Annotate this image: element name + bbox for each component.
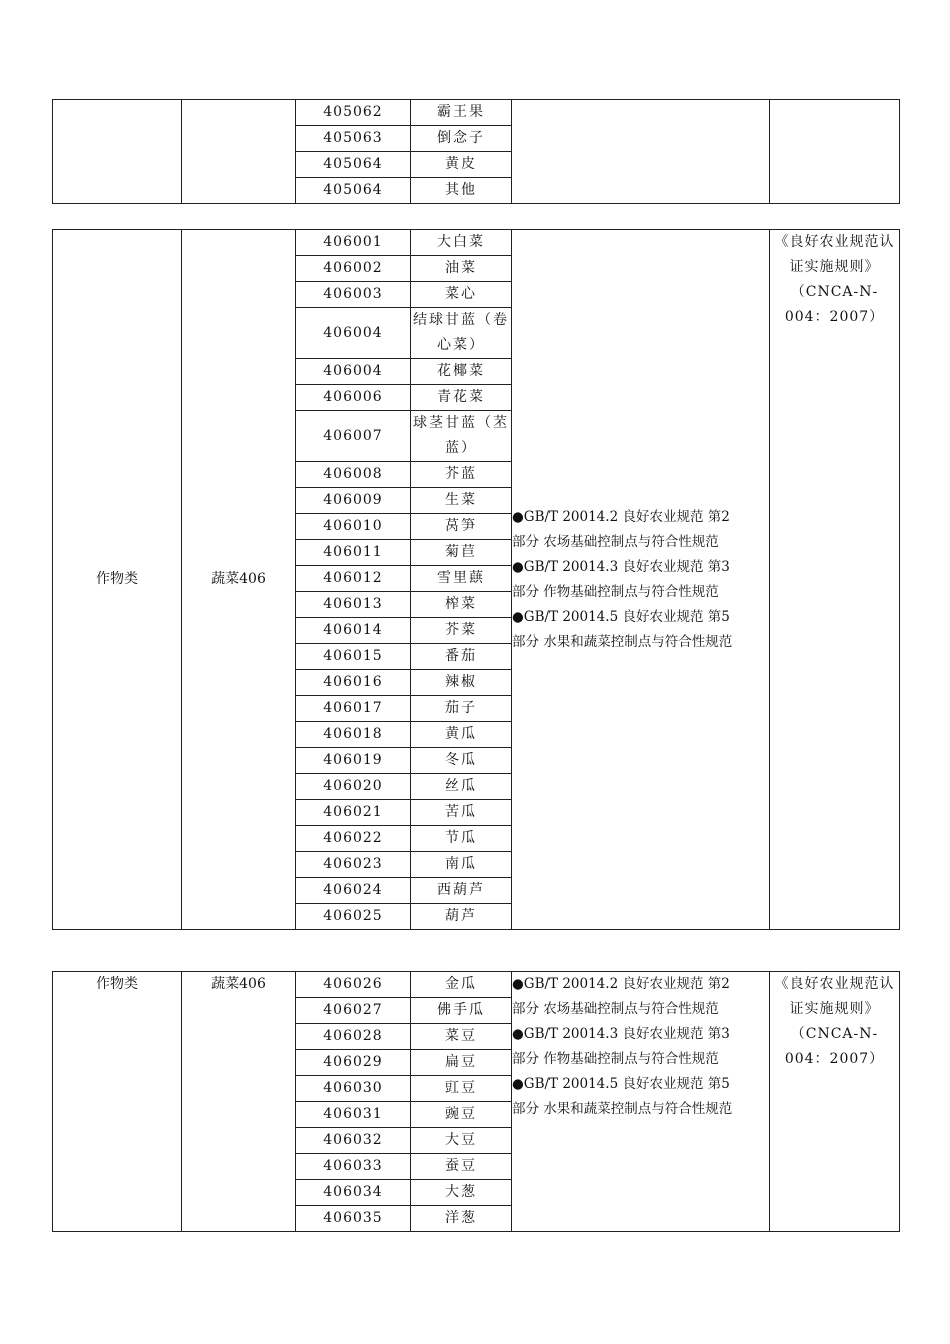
subcategory-cell: 蔬菜406 [182,972,296,1232]
subcategory-cell: 蔬菜406 [182,230,296,930]
product-code: 406034 [296,1180,411,1206]
product-code: 406015 [296,644,411,670]
product-code: 406014 [296,618,411,644]
product-code: 406006 [296,385,411,411]
standards-cell [512,972,770,1232]
standard-line: 部分 水果和蔬菜控制点与符合性规范 [512,633,733,650]
product-name: 冬瓜 [411,748,512,774]
product-name: 球茎甘蓝（苤蓝） [411,411,512,462]
product-code: 406020 [296,774,411,800]
table-fruit-continued [52,99,900,204]
product-name: 菜心 [411,282,512,308]
product-code: 406031 [296,1102,411,1128]
product-name: 南瓜 [411,852,512,878]
product-name: 菜豆 [411,1024,512,1050]
product-name: 花椰菜 [411,359,512,385]
product-code: 406022 [296,826,411,852]
standard-line: ●GB/T 20014.2 良好农业规范 第2 [512,508,730,525]
product-name: 扁豆 [411,1050,512,1076]
product-name: 榨菜 [411,592,512,618]
standard-line: ●GB/T 20014.2 良好农业规范 第2 [512,976,730,992]
certification-rule-cell [770,100,900,204]
product-code: 406030 [296,1076,411,1102]
product-code: 406012 [296,566,411,592]
table-vegetables-part2 [52,971,900,1232]
product-name: 芥菜 [411,618,512,644]
product-name: 其他 [411,178,512,204]
product-name: 佛手瓜 [411,998,512,1024]
table-row [53,972,900,998]
product-name: 豌豆 [411,1102,512,1128]
subcategory-cell [182,100,296,204]
product-name: 菊苣 [411,540,512,566]
product-code: 405064 [296,152,411,178]
product-name: 生菜 [411,488,512,514]
product-code: 406029 [296,1050,411,1076]
product-name: 豇豆 [411,1076,512,1102]
product-name: 结球甘蓝（卷心菜） [411,308,512,359]
product-name: 倒念子 [411,126,512,152]
product-code: 406021 [296,800,411,826]
product-name: 蚕豆 [411,1154,512,1180]
product-name: 大白菜 [411,230,512,256]
product-code: 406027 [296,998,411,1024]
standard-line: 部分 作物基础控制点与符合性规范 [512,583,719,600]
product-code: 406028 [296,1024,411,1050]
product-code: 405062 [296,100,411,126]
product-name: 芥蓝 [411,462,512,488]
product-code: 406024 [296,878,411,904]
category-cell: 作物类 [53,972,182,1232]
table-row [53,230,900,256]
product-code: 406033 [296,1154,411,1180]
product-code: 406016 [296,670,411,696]
product-code: 405063 [296,126,411,152]
standard-line: 部分 作物基础控制点与符合性规范 [512,1051,719,1067]
table-row [53,100,900,126]
product-name: 大豆 [411,1128,512,1154]
standard-line: 部分 农场基础控制点与符合性规范 [512,533,719,550]
standard-line: ●GB/T 20014.3 良好农业规范 第3 [512,558,730,575]
product-code: 406002 [296,256,411,282]
standards-cell [512,230,770,930]
standard-line: 部分 水果和蔬菜控制点与符合性规范 [512,1101,733,1117]
product-code: 406008 [296,462,411,488]
product-code: 406004 [296,359,411,385]
category-cell [53,100,182,204]
product-name: 黄瓜 [411,722,512,748]
product-code: 406003 [296,282,411,308]
category-cell: 作物类 [53,230,182,930]
product-code: 406032 [296,1128,411,1154]
product-code: 405064 [296,178,411,204]
product-code: 406026 [296,972,411,998]
standard-line: ●GB/T 20014.5 良好农业规范 第5 [512,1076,730,1092]
product-code: 406025 [296,904,411,930]
product-name: 雪里蕻 [411,566,512,592]
product-name: 青花菜 [411,385,512,411]
product-name: 油菜 [411,256,512,282]
standards-cell [512,100,770,204]
product-name: 番茄 [411,644,512,670]
product-name: 金瓜 [411,972,512,998]
certification-rule-cell: 《良好农业规范认证实施规则》（CNCA-N-004：2007） [770,972,900,1232]
product-code: 406010 [296,514,411,540]
product-name: 大葱 [411,1180,512,1206]
product-code: 406018 [296,722,411,748]
product-name: 辣椒 [411,670,512,696]
product-name: 苦瓜 [411,800,512,826]
product-code: 406011 [296,540,411,566]
product-name: 黄皮 [411,152,512,178]
product-code: 406023 [296,852,411,878]
table-vegetables-part1 [52,229,900,930]
product-code: 406001 [296,230,411,256]
product-code: 406004 [296,308,411,359]
product-name: 西葫芦 [411,878,512,904]
product-name: 节瓜 [411,826,512,852]
certification-rule-cell: 《良好农业规范认证实施规则》（CNCA-N-004：2007） [770,230,900,930]
product-name: 霸王果 [411,100,512,126]
product-name: 洋葱 [411,1206,512,1232]
standard-line: ●GB/T 20014.3 良好农业规范 第3 [512,1026,730,1042]
product-name: 莴笋 [411,514,512,540]
standard-line: ●GB/T 20014.5 良好农业规范 第5 [512,608,730,625]
product-code: 406009 [296,488,411,514]
product-code: 406013 [296,592,411,618]
product-code: 406017 [296,696,411,722]
product-code: 406019 [296,748,411,774]
product-name: 葫芦 [411,904,512,930]
product-code: 406035 [296,1206,411,1232]
standard-line: 部分 农场基础控制点与符合性规范 [512,1001,719,1017]
product-name: 茄子 [411,696,512,722]
product-code: 406007 [296,411,411,462]
product-name: 丝瓜 [411,774,512,800]
